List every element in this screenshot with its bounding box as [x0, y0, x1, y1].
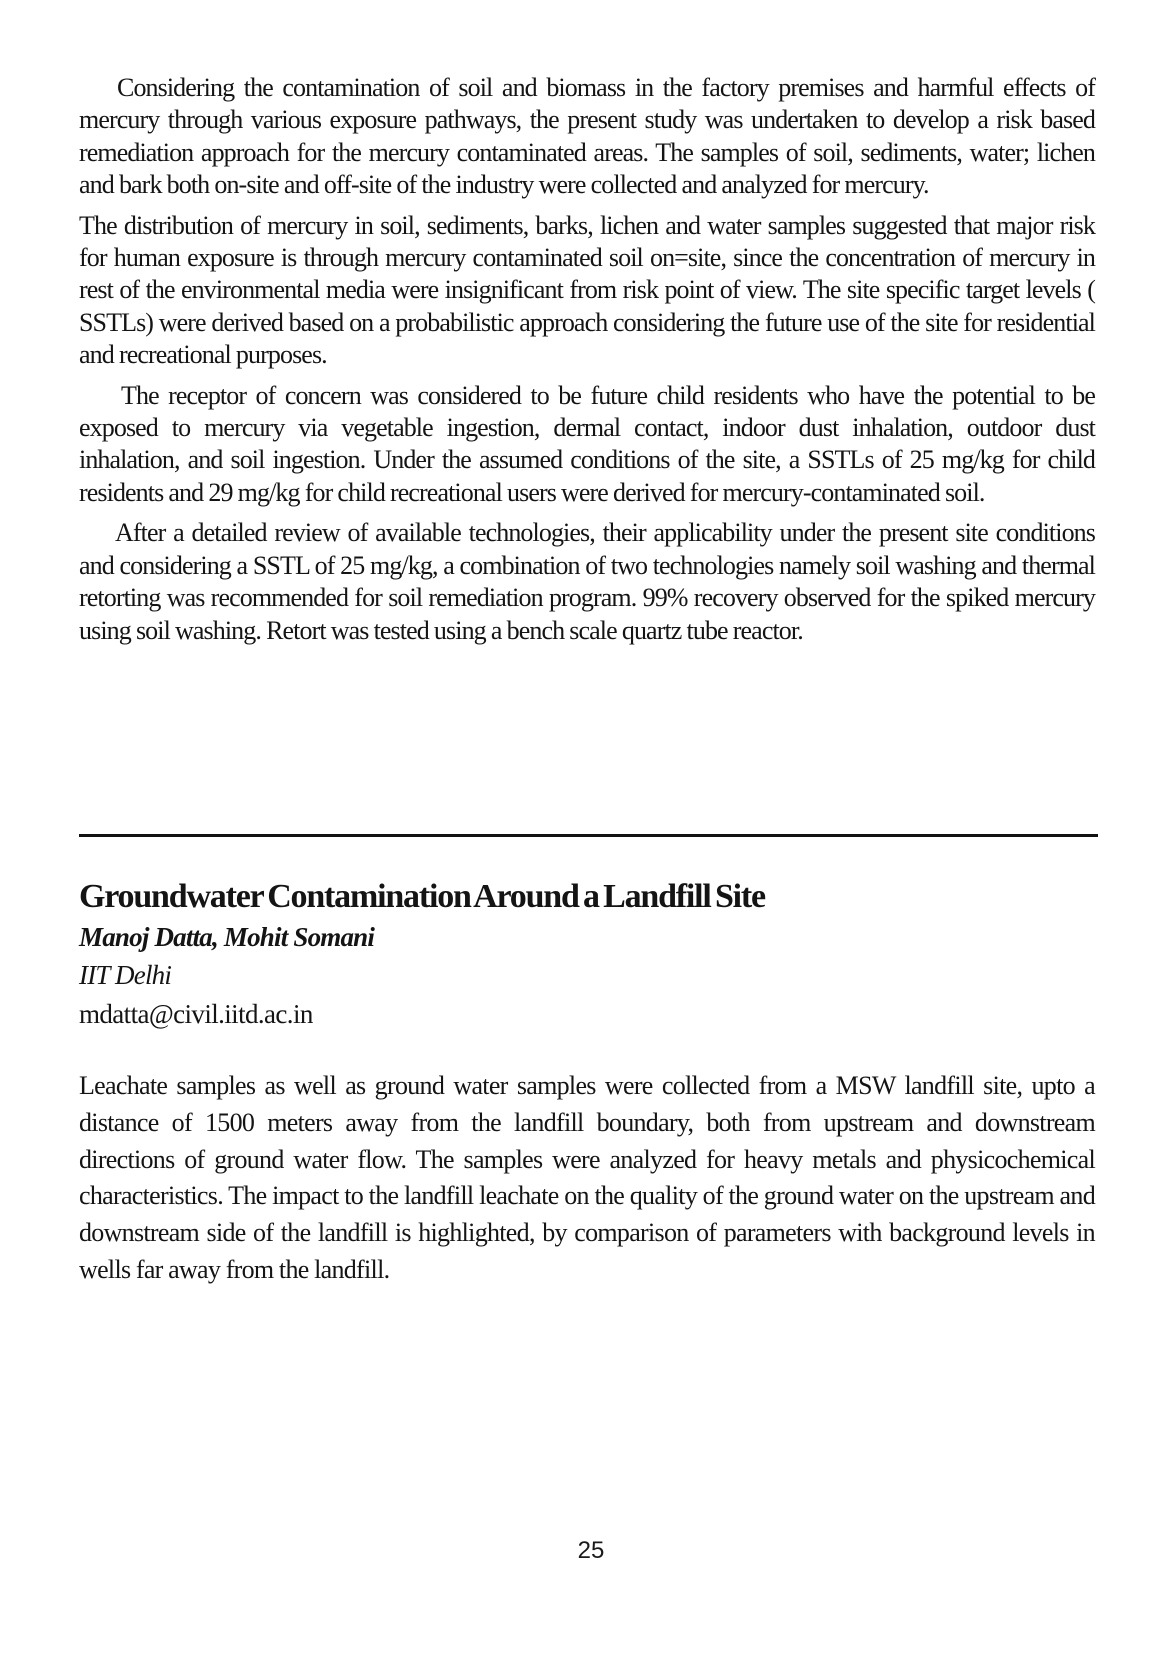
paragraph-study-objective: Considering the contamination of soil and biomass in the factory premises and harmful effects of mercury through various exposure pathways, the present study was undertaken to develop a risk based remediation approach for the mercury contaminated areas. The samples of soil, sediments, water; lichen and bark both on-site and off-site of the industry were collected and analyzed for mercury. [79, 73, 1095, 200]
previous-article-continuation [79, 72, 1095, 655]
article-header [79, 876, 1095, 1034]
section-divider [79, 834, 1098, 837]
page-number: 25 [577, 1537, 605, 1564]
article-authors: Manoj Datta, Mohit Somani [79, 922, 375, 952]
article-affiliation: IIT Delhi [79, 960, 172, 990]
paragraph-remediation-technologies: After a detailed review of available technologies, their applicability under the present site conditions and considering a SSTL of 25 mg/kg, a combination of two technologies namely soil washing and thermal retorting was recommended for soil remediation program. 99% recovery observed for the spiked mercury using soil washing. Retort was tested using a bench scale quartz tube reactor. [79, 518, 1095, 645]
article-email: mdatta@civil.iitd.ac.in [79, 999, 313, 1029]
paragraph-receptor-of-concern: The receptor of concern was considered to be future child residents who have the potential to be exposed to mercury via vegetable ingestion, dermal contact, indoor dust inhalation, outdoor dust inhalation, and soil ingestion. Under the assumed conditions of the site, a SSTLs of 25 mg/kg for child residents and 29 mg/kg for child recreational users were derived for mercury-contaminated soil. [79, 380, 1095, 507]
article-abstract: Leachate samples as well as ground water samples were collected from a MSW landfill site, upto a distance of 1500 meters away from the landfill boundary, both from upstream and downstream directions of ground water flow. The samples were analyzed for heavy metals and physicochemical characteristics. The impact to the landfill leachate on the quality of the ground water on the upstream and downstream side of the landfill is highlighted, by comparison of parameters with background levels in wells far away from the landfill. [79, 1071, 1095, 1284]
paragraph-mercury-distribution: The distribution of mercury in soil, sediments, barks, lichen and water samples suggested that major risk for human exposure is through mercury contaminated soil on=site, since the concentration of mercury in rest of the environmental media were insignificant from risk point of view. The site specific target levels ( SSTLs) were derived based on a probabilistic approach considering the future use of the site for residential and recreational purposes. [79, 210, 1095, 370]
article-title: Groundwater Contamination Around a Landfill Site [79, 878, 765, 915]
